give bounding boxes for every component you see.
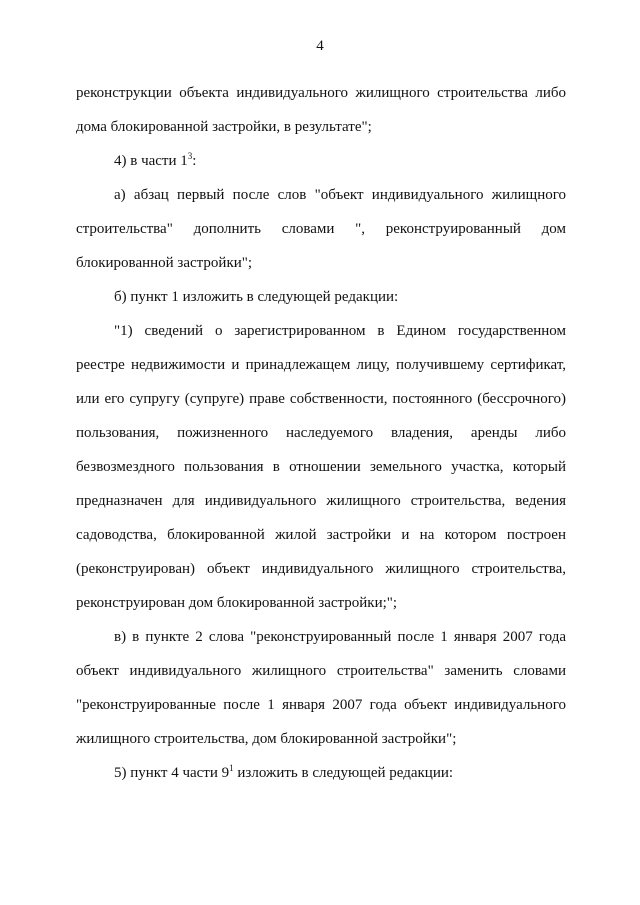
- paragraph-subitem-v: в) в пункте 2 слова "реконструированный после 1 января 2007 года объект индивидуального жилищного строительства" заменить словами "реконструированные после 1 января 2007 года объект индивидуального жилищного строительства, дом блокированной застройки";: [76, 629, 566, 747]
- paragraph-subitem-a: а) абзац первый после слов "объект индивидуального жилищного строительства" дополнить словами ", реконструированный дом блокированной застройки";: [76, 187, 566, 271]
- paragraph-item-5: [76, 756, 566, 790]
- page-number: 4: [316, 38, 324, 54]
- paragraph-item-4: [76, 144, 566, 178]
- paragraph-item-4-colon: :: [192, 153, 197, 169]
- paragraph-item-5-text: 5) пункт 4 части 9: [114, 765, 230, 781]
- document-body: [76, 76, 566, 790]
- paragraph-item-5-tail: изложить в следующей редакции:: [233, 765, 454, 781]
- superscript-3: 3: [187, 151, 193, 161]
- paragraph-subitem-b: б) пункт 1 изложить в следующей редакции:: [114, 289, 399, 305]
- paragraph-item-4-text: 4) в части 1: [114, 153, 188, 169]
- paragraph-quoted-point-1: "1) сведений о зарегистрированном в Едином государственном реестре недвижимости и принадлежащем лицу, получившему сертификат, или его супругу (супруге) праве собственности, постоянного (бессрочного) пользования, пожизненного наследуемого владения, аренды либо безвозмездного пользования в отношении земельного участка, который предназначен для индивидуального жилищного строительства, ведения садоводства, блокированной жилой застройки и на котором построен (реконструирован) объект индивидуального жилищного строительства, реконструирован дом блокированной застройки;";: [76, 323, 566, 611]
- paragraph-continuation: реконструкции объекта индивидуального жилищного строительства либо дома блокированной застройки, в результате";: [76, 85, 566, 135]
- superscript-1: 1: [229, 763, 234, 773]
